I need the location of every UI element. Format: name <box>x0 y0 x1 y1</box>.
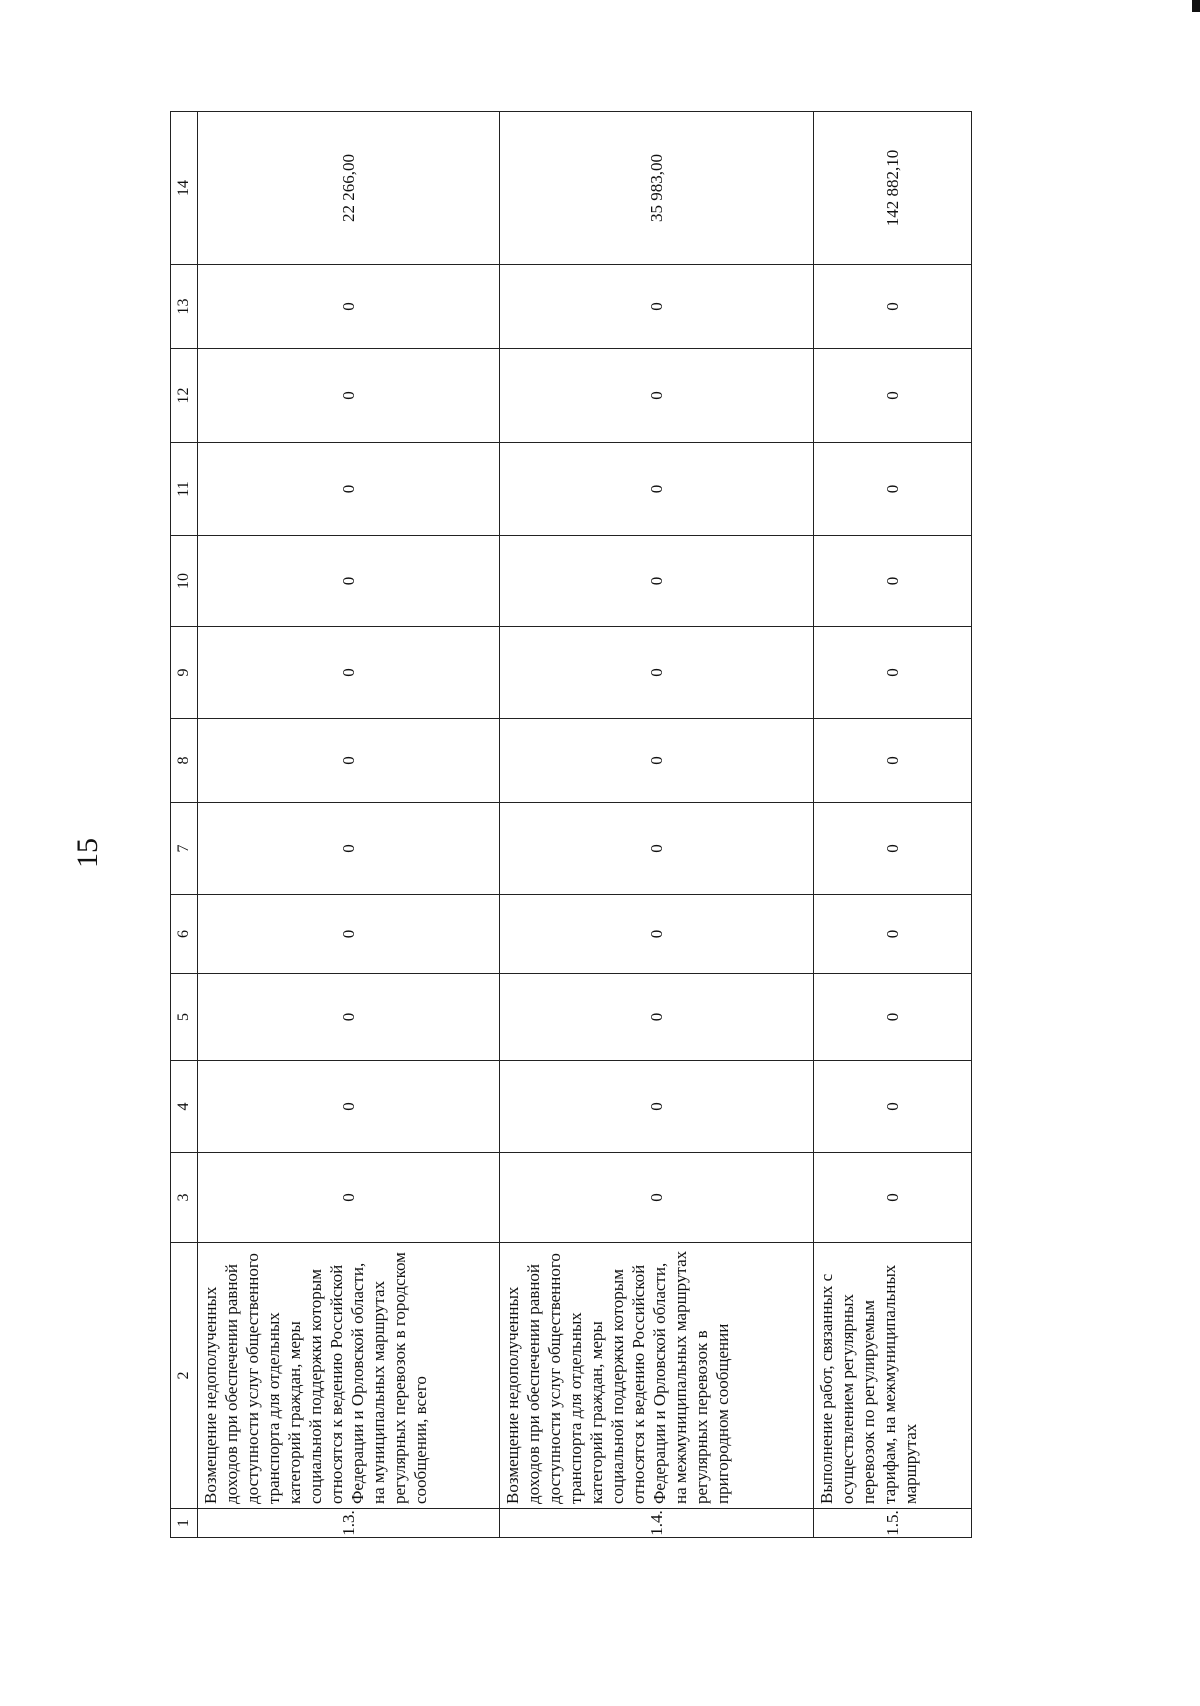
table-row <box>814 112 972 1538</box>
row-number: 1.3. <box>198 1509 500 1538</box>
value-cell: 35 983,00 <box>500 112 814 265</box>
header-cell-5: 5 <box>171 974 198 1061</box>
table-container <box>170 112 972 1538</box>
header-cell-10: 10 <box>171 536 198 627</box>
value-cell: 0 <box>198 803 500 895</box>
value-cell: 0 <box>814 349 972 443</box>
value-cell: 0 <box>198 265 500 349</box>
header-cell-1: 1 <box>171 1509 198 1538</box>
value-cell: 0 <box>198 349 500 443</box>
header-cell-13: 13 <box>171 265 198 349</box>
value-cell: 0 <box>500 1153 814 1243</box>
value-cell: 0 <box>500 536 814 627</box>
value-cell: 0 <box>198 443 500 536</box>
corner-mark <box>1192 0 1200 12</box>
page-number: 15 <box>71 838 104 868</box>
header-cell-12: 12 <box>171 349 198 443</box>
value-cell: 0 <box>814 265 972 349</box>
header-cell-14: 14 <box>171 112 198 265</box>
value-cell: 0 <box>814 895 972 974</box>
value-cell: 142 882,10 <box>814 112 972 265</box>
header-cell-8: 8 <box>171 719 198 803</box>
header-row <box>171 112 198 1538</box>
value-cell: 0 <box>198 1061 500 1153</box>
row-number: 1.4. <box>500 1509 814 1538</box>
table-row <box>500 112 814 1538</box>
header-cell-4: 4 <box>171 1061 198 1153</box>
value-cell: 0 <box>500 627 814 719</box>
header-cell-7: 7 <box>171 803 198 895</box>
value-cell: 0 <box>500 443 814 536</box>
row-description: Возмещение недополученных доходов при обеспечении равной доступности услуг общественного транспорта для отдельных категорий граждан, меры социальной поддержки которым относятся к ведению Российской Федерации и Орловской области, на межмуниципальных маршрутах регулярных перевозок в пригородном сообщении <box>500 1243 814 1509</box>
value-cell: 22 266,00 <box>198 112 500 265</box>
header-cell-9: 9 <box>171 627 198 719</box>
header-cell-3: 3 <box>171 1153 198 1243</box>
header-cell-2: 2 <box>171 1243 198 1509</box>
value-cell: 0 <box>814 1061 972 1153</box>
row-description: Возмещение недополученных доходов при обеспечении равной доступности услуг общественного транспорта для отдельных категорий граждан, меры социальной поддержки которым относятся к ведению Российской Федерации и Орловской области, на муниципальных маршрутах регулярных перевозок в городском сообщении, всего <box>198 1243 500 1509</box>
value-cell: 0 <box>500 349 814 443</box>
rotated-table <box>170 112 972 1538</box>
value-cell: 0 <box>198 895 500 974</box>
value-cell: 0 <box>198 1153 500 1243</box>
value-cell: 0 <box>814 803 972 895</box>
value-cell: 0 <box>814 719 972 803</box>
value-cell: 0 <box>814 443 972 536</box>
header-cell-6: 6 <box>171 895 198 974</box>
row-number: 1.5. <box>814 1509 972 1538</box>
report-table <box>170 111 972 1538</box>
value-cell: 0 <box>500 719 814 803</box>
value-cell: 0 <box>500 1061 814 1153</box>
value-cell: 0 <box>198 536 500 627</box>
table-row <box>198 112 500 1538</box>
value-cell: 0 <box>198 719 500 803</box>
value-cell: 0 <box>500 265 814 349</box>
value-cell: 0 <box>814 1153 972 1243</box>
row-description: Выполнение работ, связанных с осуществлением регулярных перевозок по регулируемым тарифам, на межмуниципальных маршрутах <box>814 1243 972 1509</box>
value-cell: 0 <box>500 803 814 895</box>
value-cell: 0 <box>198 974 500 1061</box>
value-cell: 0 <box>814 536 972 627</box>
value-cell: 0 <box>500 895 814 974</box>
value-cell: 0 <box>198 627 500 719</box>
value-cell: 0 <box>500 974 814 1061</box>
value-cell: 0 <box>814 627 972 719</box>
header-cell-11: 11 <box>171 443 198 536</box>
value-cell: 0 <box>814 974 972 1061</box>
